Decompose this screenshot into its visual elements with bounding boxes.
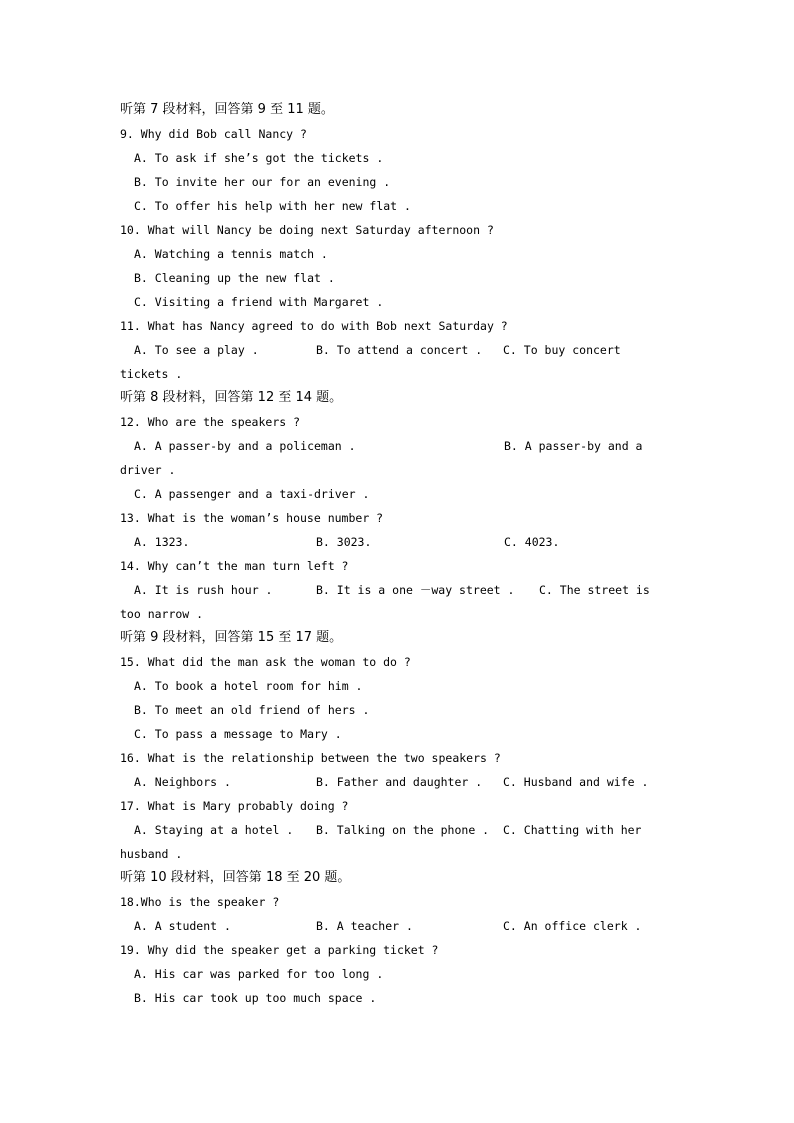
question-19-option-b: B. His car took up too much space . (134, 991, 377, 1005)
question-15-option-a: A. To book a hotel room for him . (134, 679, 363, 693)
section-heading-9: 听第 9 段材料，回答第 15 至 17 题。 (120, 630, 343, 645)
question-18: 18.Who is the speaker ? (120, 895, 280, 909)
section-heading-10: 听第 10 段材料，回答第 18 至 20 题。 (120, 870, 351, 885)
question-12-option-a: A. A passer-by and a policeman . (134, 439, 356, 453)
question-18-option-b: B. A teacher . (316, 919, 413, 933)
section-heading-7: 听第 7 段材料，回答第 9 至 11 题。 (120, 102, 334, 117)
question-13: 13. What is the woman’s house number ? (120, 511, 384, 525)
question-10-option-c: C. Visiting a friend with Margaret . (134, 295, 384, 309)
question-9-option-b: B. To invite her our for an evening . (134, 175, 391, 189)
question-17-option-a: A. Staying at a hotel . (134, 823, 294, 837)
question-15-option-b: B. To meet an old friend of hers . (134, 703, 370, 717)
question-16-option-a: A. Neighbors . (134, 775, 231, 789)
question-10-option-b: B. Cleaning up the new flat . (134, 271, 335, 285)
question-14-option-a: A. It is rush hour . (134, 583, 273, 597)
question-15: 15. What did the man ask the woman to do ? (120, 655, 411, 669)
question-11-option-b: B. To attend a concert . (316, 343, 483, 357)
question-16-option-b: B. Father and daughter . (316, 775, 483, 789)
question-11-option-a: A. To see a play . (134, 343, 259, 357)
question-9: 9. Why did Bob call Nancy ? (120, 127, 307, 141)
question-13-option-b: B. 3023. (316, 535, 372, 549)
question-13-option-a: A. 1323. (134, 535, 190, 549)
question-19-option-a: A. His car was parked for too long . (134, 967, 384, 981)
question-10: 10. What will Nancy be doing next Saturday afternoon ? (120, 223, 494, 237)
question-14-option-b: B. It is a one －way street . (316, 583, 515, 597)
question-11: 11. What has Nancy agreed to do with Bob next Saturday ? (120, 319, 508, 333)
question-18-option-c: C. An office clerk . (503, 919, 642, 933)
question-9-option-c: C. To offer his help with her new flat . (134, 199, 411, 213)
question-14: 14. Why can’t the man turn left ? (120, 559, 349, 573)
question-17-option-c: C. Chatting with her (503, 823, 642, 837)
question-11-option-c: C. To buy concert (503, 343, 621, 357)
question-12-option-b: B. A passer-by and a (504, 439, 643, 453)
question-15-option-c: C. To pass a message to Mary . (134, 727, 342, 741)
question-14-option-c: C. The street is (539, 583, 650, 597)
question-18-option-a: A. A student . (134, 919, 231, 933)
question-16: 16. What is the relationship between the two speakers ? (120, 751, 501, 765)
question-17-option-c-continued: husband . (120, 847, 183, 861)
question-13-option-c: C. 4023. (504, 535, 560, 549)
question-10-option-a: A. Watching a tennis match . (134, 247, 328, 261)
question-14-option-c-continued: too narrow . (120, 607, 204, 621)
question-12-option-c: C. A passenger and a taxi-driver . (134, 487, 370, 501)
question-9-option-a: A. To ask if she’s got the tickets . (134, 151, 384, 165)
question-11-option-c-continued: tickets . (120, 367, 183, 381)
section-heading-8: 听第 8 段材料，回答第 12 至 14 题。 (120, 390, 343, 405)
question-19: 19. Why did the speaker get a parking ticket ? (120, 943, 439, 957)
question-16-option-c: C. Husband and wife . (503, 775, 649, 789)
question-12: 12. Who are the speakers ? (120, 415, 301, 429)
question-17: 17. What is Mary probably doing ? (120, 799, 349, 813)
question-12-option-b-continued: driver . (120, 463, 176, 477)
question-17-option-b: B. Talking on the phone . (316, 823, 490, 837)
